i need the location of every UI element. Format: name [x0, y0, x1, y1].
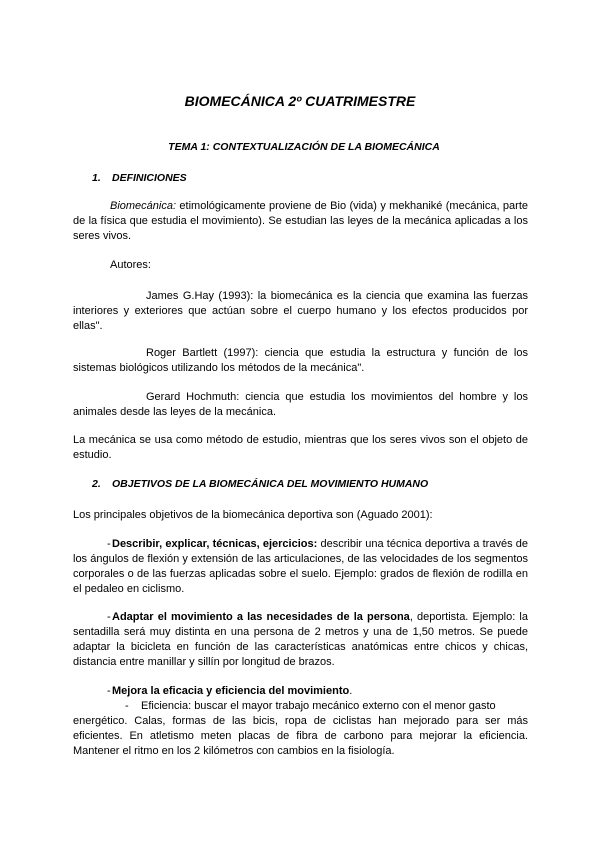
- section-number: 2.: [92, 478, 101, 490]
- objective-title: Adaptar el movimiento a las necesidades de la persona: [112, 611, 410, 623]
- autores-label: Autores:: [110, 259, 151, 271]
- bullet-dash: -: [107, 538, 111, 550]
- document-title: BIOMECÁNICA 2º CUATRIMESTRE: [184, 93, 416, 109]
- bullet-dash: -: [125, 700, 129, 712]
- author-definition: Gerard Hochmuth: ciencia que estudia los movimientos del hombre y los animales desde las leyes de la mecánica.: [73, 391, 528, 418]
- biomecanica-definition: [73, 199, 528, 244]
- author-definition: Roger Bartlett (1997): ciencia que estudia la estructura y función de los sistemas biológicos utilizando los métodos de la mecánica".: [73, 347, 528, 374]
- eficiencia-first-line: [73, 699, 528, 714]
- bullet-dash: -: [107, 685, 111, 697]
- author-definition: James G.Hay (1993): la biomecánica es la ciencia que examina las fuerzas interiores y exteriores que actúan sobre el cuerpo humano y los efectos producidos por ellas".: [73, 290, 528, 332]
- objective-text: .: [349, 685, 353, 697]
- objetivos-intro: Los principales objetivos de la biomecánica deportiva son (Aguado 2001):: [73, 509, 433, 521]
- eficiencia-paragraph: energético. Calas, formas de las bicis, ropa de ciclistas han mejorado para ser más eficientes. En atletismo meten placas de fibra de carbono para mejorar la eficiencia. Mantener el ritmo en los 2 kilómetros con cambios en la fisiología.: [73, 715, 528, 757]
- objective-title: Mejora la eficacia y eficiencia del movimiento: [112, 685, 350, 697]
- objective-item: [73, 537, 528, 597]
- bullet-dash: -: [107, 611, 111, 623]
- section-number: 1.: [92, 172, 101, 184]
- objective-title: Describir, explicar, técnicas, ejercicios:: [112, 538, 318, 550]
- topic-heading: TEMA 1: CONTEXTUALIZACIÓN DE LA BIOMECÁNICA: [168, 141, 440, 153]
- mecanica-paragraph: La mecánica se usa como método de estudio, mientras que los seres vivos son el objeto de estudio.: [73, 434, 528, 461]
- section-title: OBJETIVOS DE LA BIOMECÁNICA DEL MOVIMIENTO HUMANO: [112, 478, 429, 490]
- objective-text: describir una técnica deportiva a través de los ángulos de flexión y extensión de las articulaciones, de las velocidades de los segmentos corporales o de las fuerzas aplicadas sobre el suelo. Ejemplo: grados de flexión de rodilla en el pedaleo en ciclismo.: [73, 538, 529, 595]
- objective-text: , deportista. Ejemplo: la sentadilla será muy distinta en una persona de 2 metros y una de 1,50 metros. Se puede adaptar la bicicleta en función de las características anatómicas entre chicos y chicas, distancia entre manillar y sillín por longitud de brazos.: [73, 611, 528, 668]
- definition-term: Biomecánica:: [110, 200, 177, 212]
- objective-item: [73, 684, 528, 699]
- section-heading-definiciones: [92, 171, 187, 186]
- section-title: DEFINICIONES: [112, 172, 187, 184]
- section-heading-objetivos: [92, 477, 428, 492]
- eficiencia-line: Eficiencia: buscar el mayor trabajo mecánico externo con el menor gasto: [141, 700, 496, 712]
- objective-item: [73, 610, 528, 670]
- definition-text: etimológicamente proviene de Bio (vida) y mekhaniké (mecánica, parte de la física que estudia el movimiento). Se estudian las leyes de la mecánica aplicadas a los seres vivos.: [73, 200, 528, 242]
